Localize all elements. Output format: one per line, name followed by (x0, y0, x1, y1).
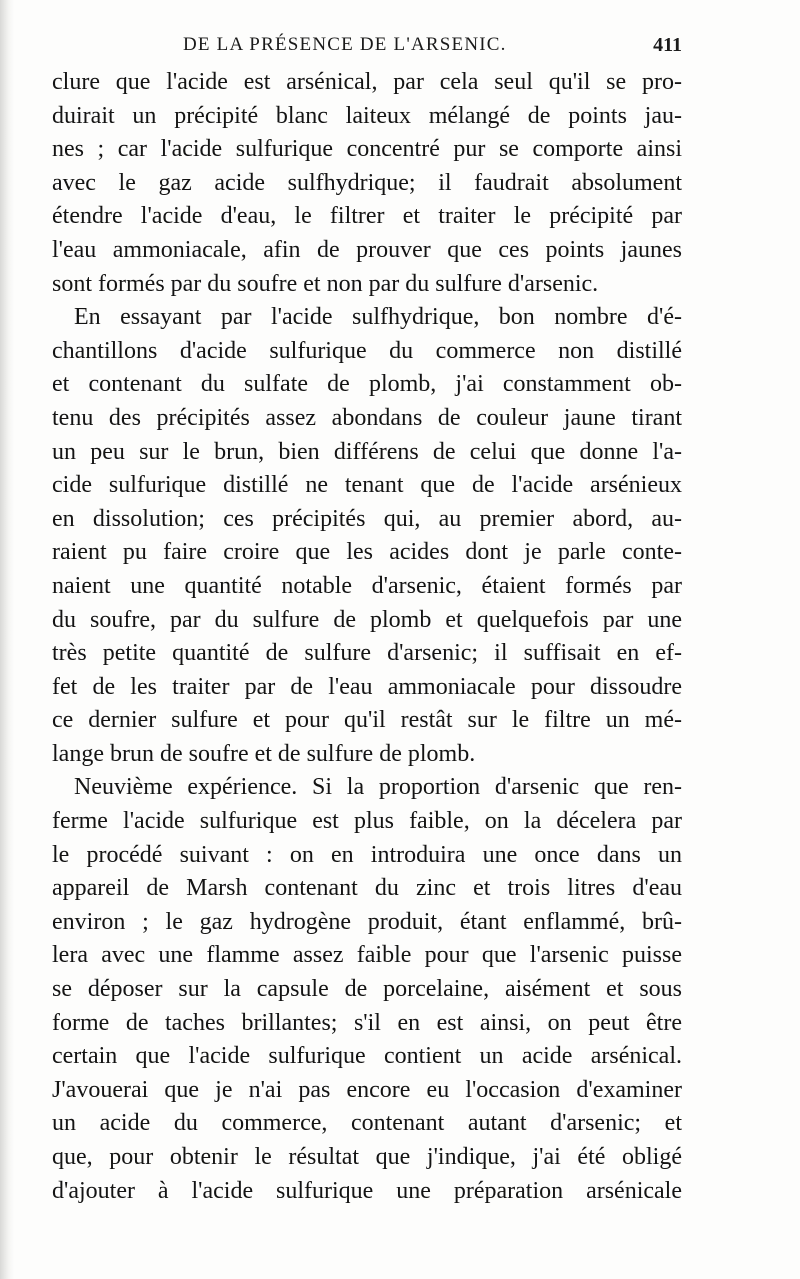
text-line: lange brun de soufre et de sulfure de plomb. (52, 740, 476, 767)
text-line: un peu sur le brun, bien différens de celui que donne l'a- (52, 438, 682, 465)
text-line: avec le gaz acide sulfhydrique; il faudrait absolument (52, 169, 682, 196)
text-line: lera avec une flamme assez faible pour que l'arsenic puisse (52, 942, 682, 969)
text-line: chantillons d'acide sulfurique du commerce non distillé (52, 337, 682, 364)
text-line: ferme l'acide sulfurique est plus faible, on la décelera par (52, 808, 682, 835)
page-gutter-shadow (0, 0, 14, 1279)
body-text (52, 66, 682, 1208)
text-line: certain que l'acide sulfurique contient un acide arsénical. (52, 1043, 682, 1070)
text-line: très petite quantité de sulfure d'arsenic; il suffisait en ef- (52, 640, 682, 667)
text-line: Neuvième expérience. Si la proportion d'arsenic que ren- (74, 774, 682, 801)
text-line: ce dernier sulfure et pour qu'il restât sur le filtre un mé- (52, 707, 682, 734)
text-line: sont formés par du soufre et non par du sulfure d'arsenic. (52, 270, 599, 297)
text-line: cide sulfurique distillé ne tenant que de l'acide arsénieux (52, 472, 682, 499)
text-line: d'ajouter à l'acide sulfurique une préparation arsénicale (52, 1177, 682, 1204)
text-line: fet de les traiter par de l'eau ammoniacale pour dissoudre (52, 673, 682, 700)
page-header (52, 34, 682, 64)
text-line: forme de taches brillantes; s'il en est ainsi, on peut être (52, 1009, 682, 1036)
text-line: En essayant par l'acide sulfhydrique, bon nombre d'é- (74, 304, 682, 331)
running-title: DE LA PRÉSENCE DE L'ARSENIC. (183, 34, 507, 55)
text-line: clure que l'acide est arsénical, par cela seul qu'il se pro- (52, 69, 682, 95)
text-line: l'eau ammoniacale, afin de prouver que ces points jaunes (52, 236, 682, 263)
text-line: J'avouerai que je n'ai pas encore eu l'occasion d'examiner (52, 1076, 682, 1103)
text-line: environ ; le gaz hydrogène produit, étant enflammé, brû- (52, 908, 682, 935)
text-line: naient une quantité notable d'arsenic, étaient formés par (52, 572, 682, 599)
text-line: raient pu faire croire que les acides dont je parle conte- (52, 539, 682, 566)
text-line: se déposer sur la capsule de porcelaine, aisément et sous (52, 976, 682, 1003)
text-line: et contenant du sulfate de plomb, j'ai constamment ob- (52, 371, 682, 398)
text-line: étendre l'acide d'eau, le filtrer et traiter le précipité par (52, 203, 682, 230)
text-line: que, pour obtenir le résultat que j'indique, j'ai été obligé (52, 1144, 682, 1170)
text-line: le procédé suivant : on en introduira une once dans un (52, 841, 682, 868)
text-line: nes ; car l'acide sulfurique concentré pur se comporte ainsi (52, 136, 682, 163)
text-line: en dissolution; ces précipités qui, au premier abord, au- (52, 505, 682, 532)
text-line: appareil de Marsh contenant du zinc et trois litres d'eau (52, 875, 682, 902)
text-line: du soufre, par du sulfure de plomb et quelquefois par une (52, 606, 682, 633)
text-line: duirait un précipité blanc laiteux mélangé de points jau- (52, 102, 682, 129)
page-number: 411 (653, 34, 682, 56)
text-line: un acide du commerce, contenant autant d'arsenic; et (52, 1110, 682, 1137)
text-line: tenu des précipités assez abondans de couleur jaune tirant (52, 404, 682, 431)
